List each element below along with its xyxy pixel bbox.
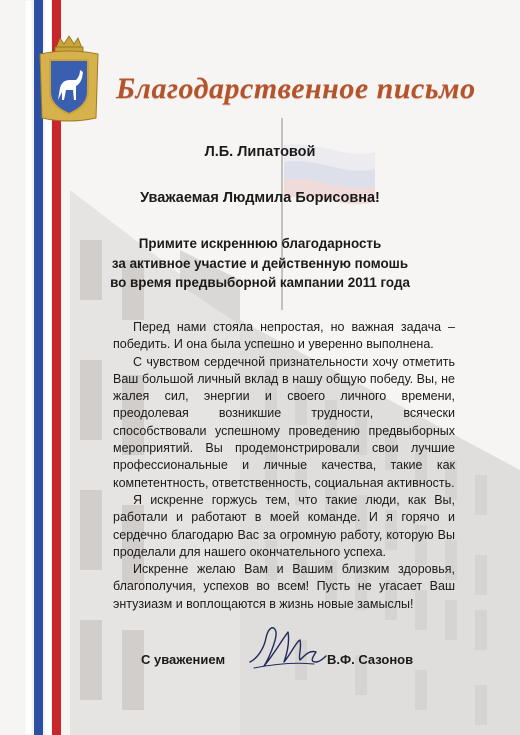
recipient-name: Л.Б. Липатовой xyxy=(204,144,316,160)
letter-body xyxy=(113,319,455,613)
letter-title: Благодарственное письмо xyxy=(116,72,476,105)
signature-icon xyxy=(244,618,328,674)
thanks-line: за активное участие и действенную помошь xyxy=(111,255,409,271)
closing-phrase: С уважением xyxy=(141,652,226,667)
thanks-line: во время предвыборной кампании 2011 года xyxy=(110,275,410,290)
coat-of-arms-icon xyxy=(36,34,102,124)
thanks-line: Примите искреннюю благодарность xyxy=(138,236,382,251)
body-paragraph: Я искренне горжусь тем, что такие люди, как Вы, работали и работают в моей команде. И я горячо и сердечно благодарю Вас за огромную работу, которую Вы проделали для нашего окончательного успеха. xyxy=(113,492,455,559)
body-paragraph: Искренне желаю Вам и Вашим близким здоровья, благополучия, успехов во всем! Пусть не угасает Ваш энтузиазм и воплощаются в жизнь новые замыслы! xyxy=(113,562,455,611)
greeting: Уважаемая Людмила Борисовна! xyxy=(140,190,380,206)
signer-name: В.Ф. Сазонов xyxy=(327,652,414,667)
thanks-block xyxy=(0,234,520,293)
body-paragraph: Перед нами стояла непростая, но важная задача – победить. И она была успешно и уверенно выполнена. xyxy=(113,320,455,352)
body-paragraph: С чувством сердечной признательности хочу отметить Ваш большой личный вклад в нашу общую победу. Вы, не жалея сил, энергии и своего личного времени, преодолевая возникшие трудности, всячески способствовали успешному проведению предвыборных мероприятий. Вы продемонстрировали свои лучшие профессиональные и личные качества, такие как компетентность, ответственность, социальная активность. xyxy=(113,354,455,490)
